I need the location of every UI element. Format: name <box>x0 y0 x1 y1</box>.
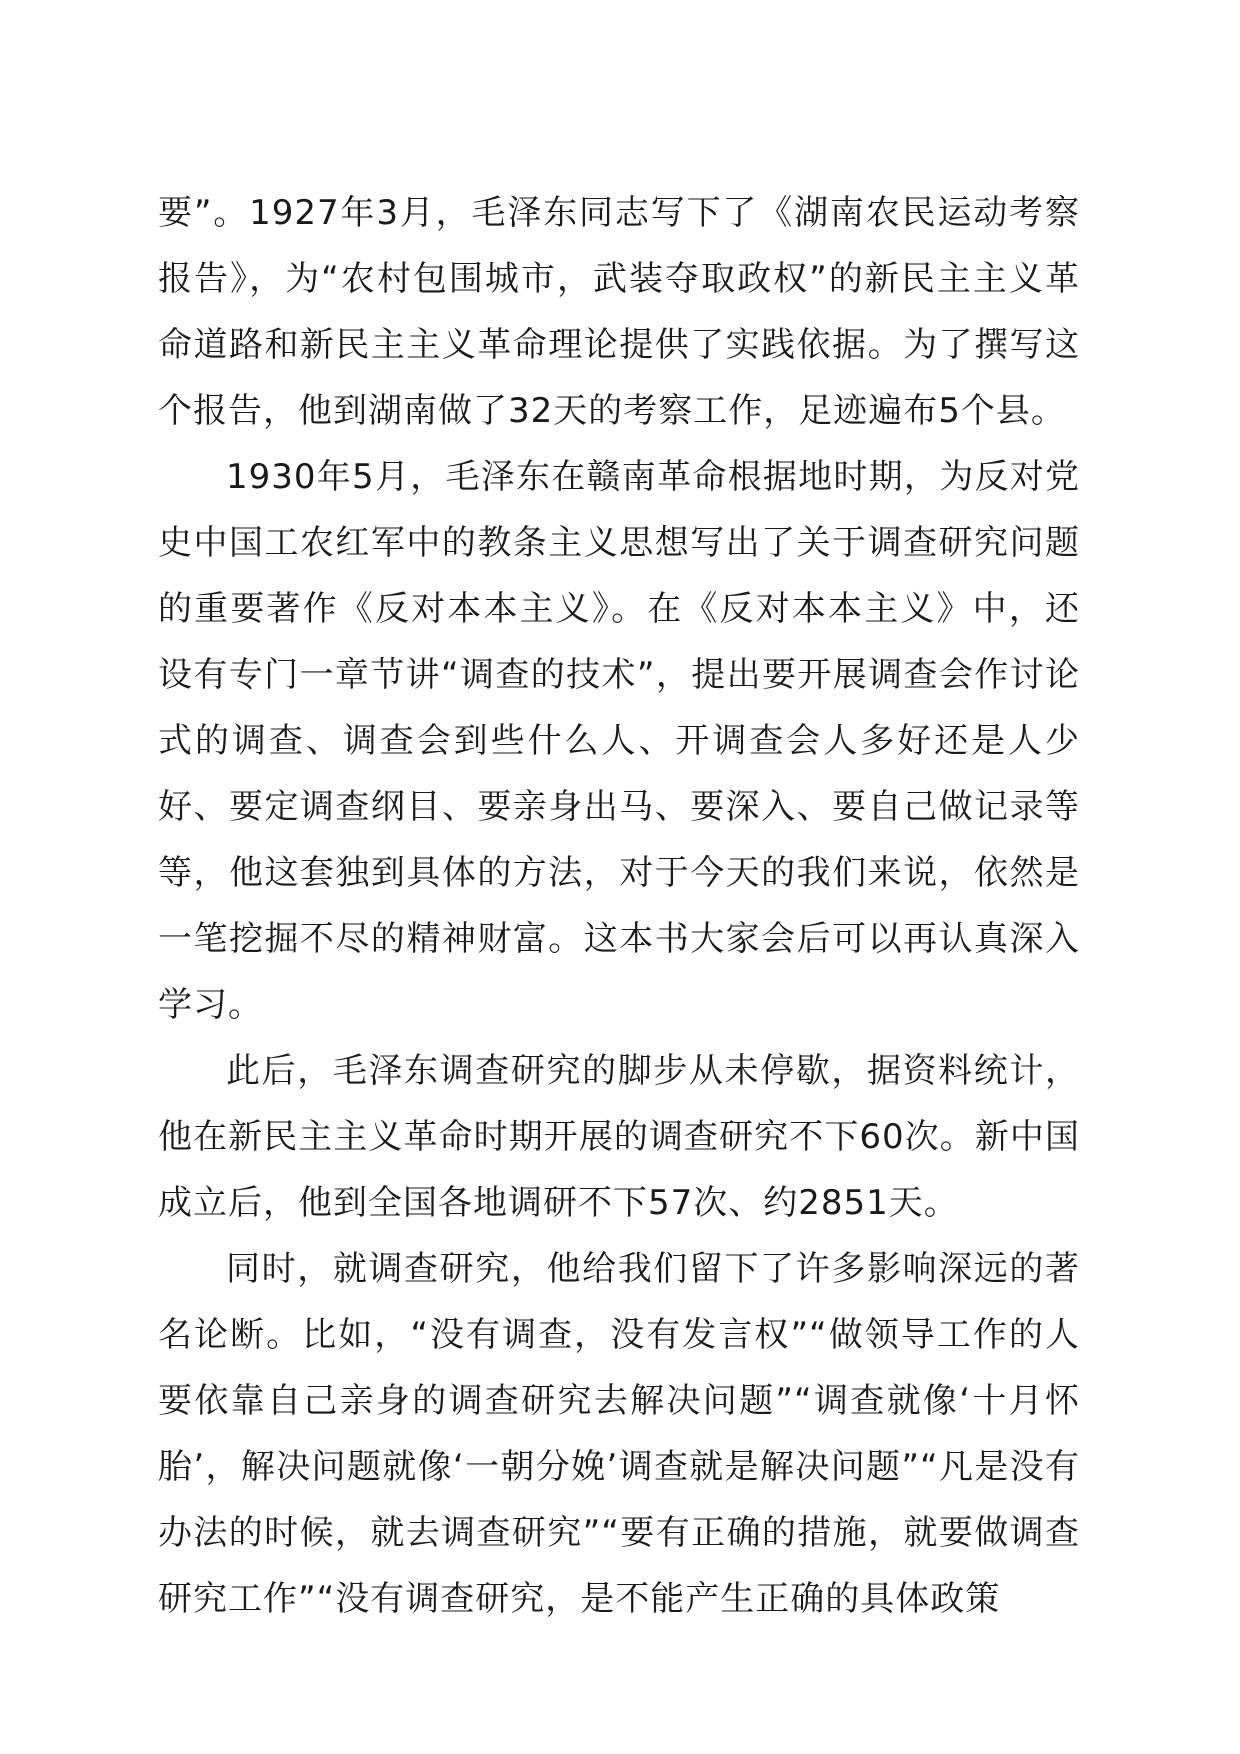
paragraph-4: 同时，就调查研究，他给我们留下了许多影响深远的著名论断。比如，“没有调查，没有发言权”“做领导工作的人要依靠自己亲身的调查研究去解决问题”“调查就像‘十月怀胎’，解决问题就像‘一朝分娩’调查就是解决问题”“凡是没有办法的时候，就去调查研究”“要有正确的措施，就要做调查研究工作”“没有调查研究，是不能产生正确的具体政策 <box>158 1249 1080 1619</box>
paragraph-3: 此后，毛泽东调查研究的脚步从未停歇，据资料统计，他在新民主主义革命时期开展的调查研究不下60次。新中国成立后，他到全国各地调研不下57次、约2851天。 <box>158 1051 1080 1223</box>
paragraph-1: 要”。1927年3月，毛泽东同志写下了《湖南农民运动考察报告》，为“农村包围城市，武装夺取政权”的新民主主义革命道路和新民主主义革命理论提供了实践依据。为了撰写这个报告，他到湖南做了32天的考察工作，足迹遍布5个县。 <box>158 193 1080 431</box>
document-body <box>158 180 1080 1632</box>
paragraph-2: 1930年5月，毛泽东在赣南革命根据地时期，为反对党史中国工农红军中的教条主义思想写出了关于调查研究问题的重要著作《反对本本主义》。在《反对本本主义》中，还设有专门一章节讲“调查的技术”，提出要开展调查会作讨论式的调查、调查会到些什么人、开调查会人多好还是人少好、要定调查纲目、要亲身出马、要深入、要自己做记录等等，他这套独到具体的方法，对于今天的我们来说，依然是一笔挖掘不尽的精神财富。这本书大家会后可以再认真深入学习。 <box>158 457 1080 1025</box>
